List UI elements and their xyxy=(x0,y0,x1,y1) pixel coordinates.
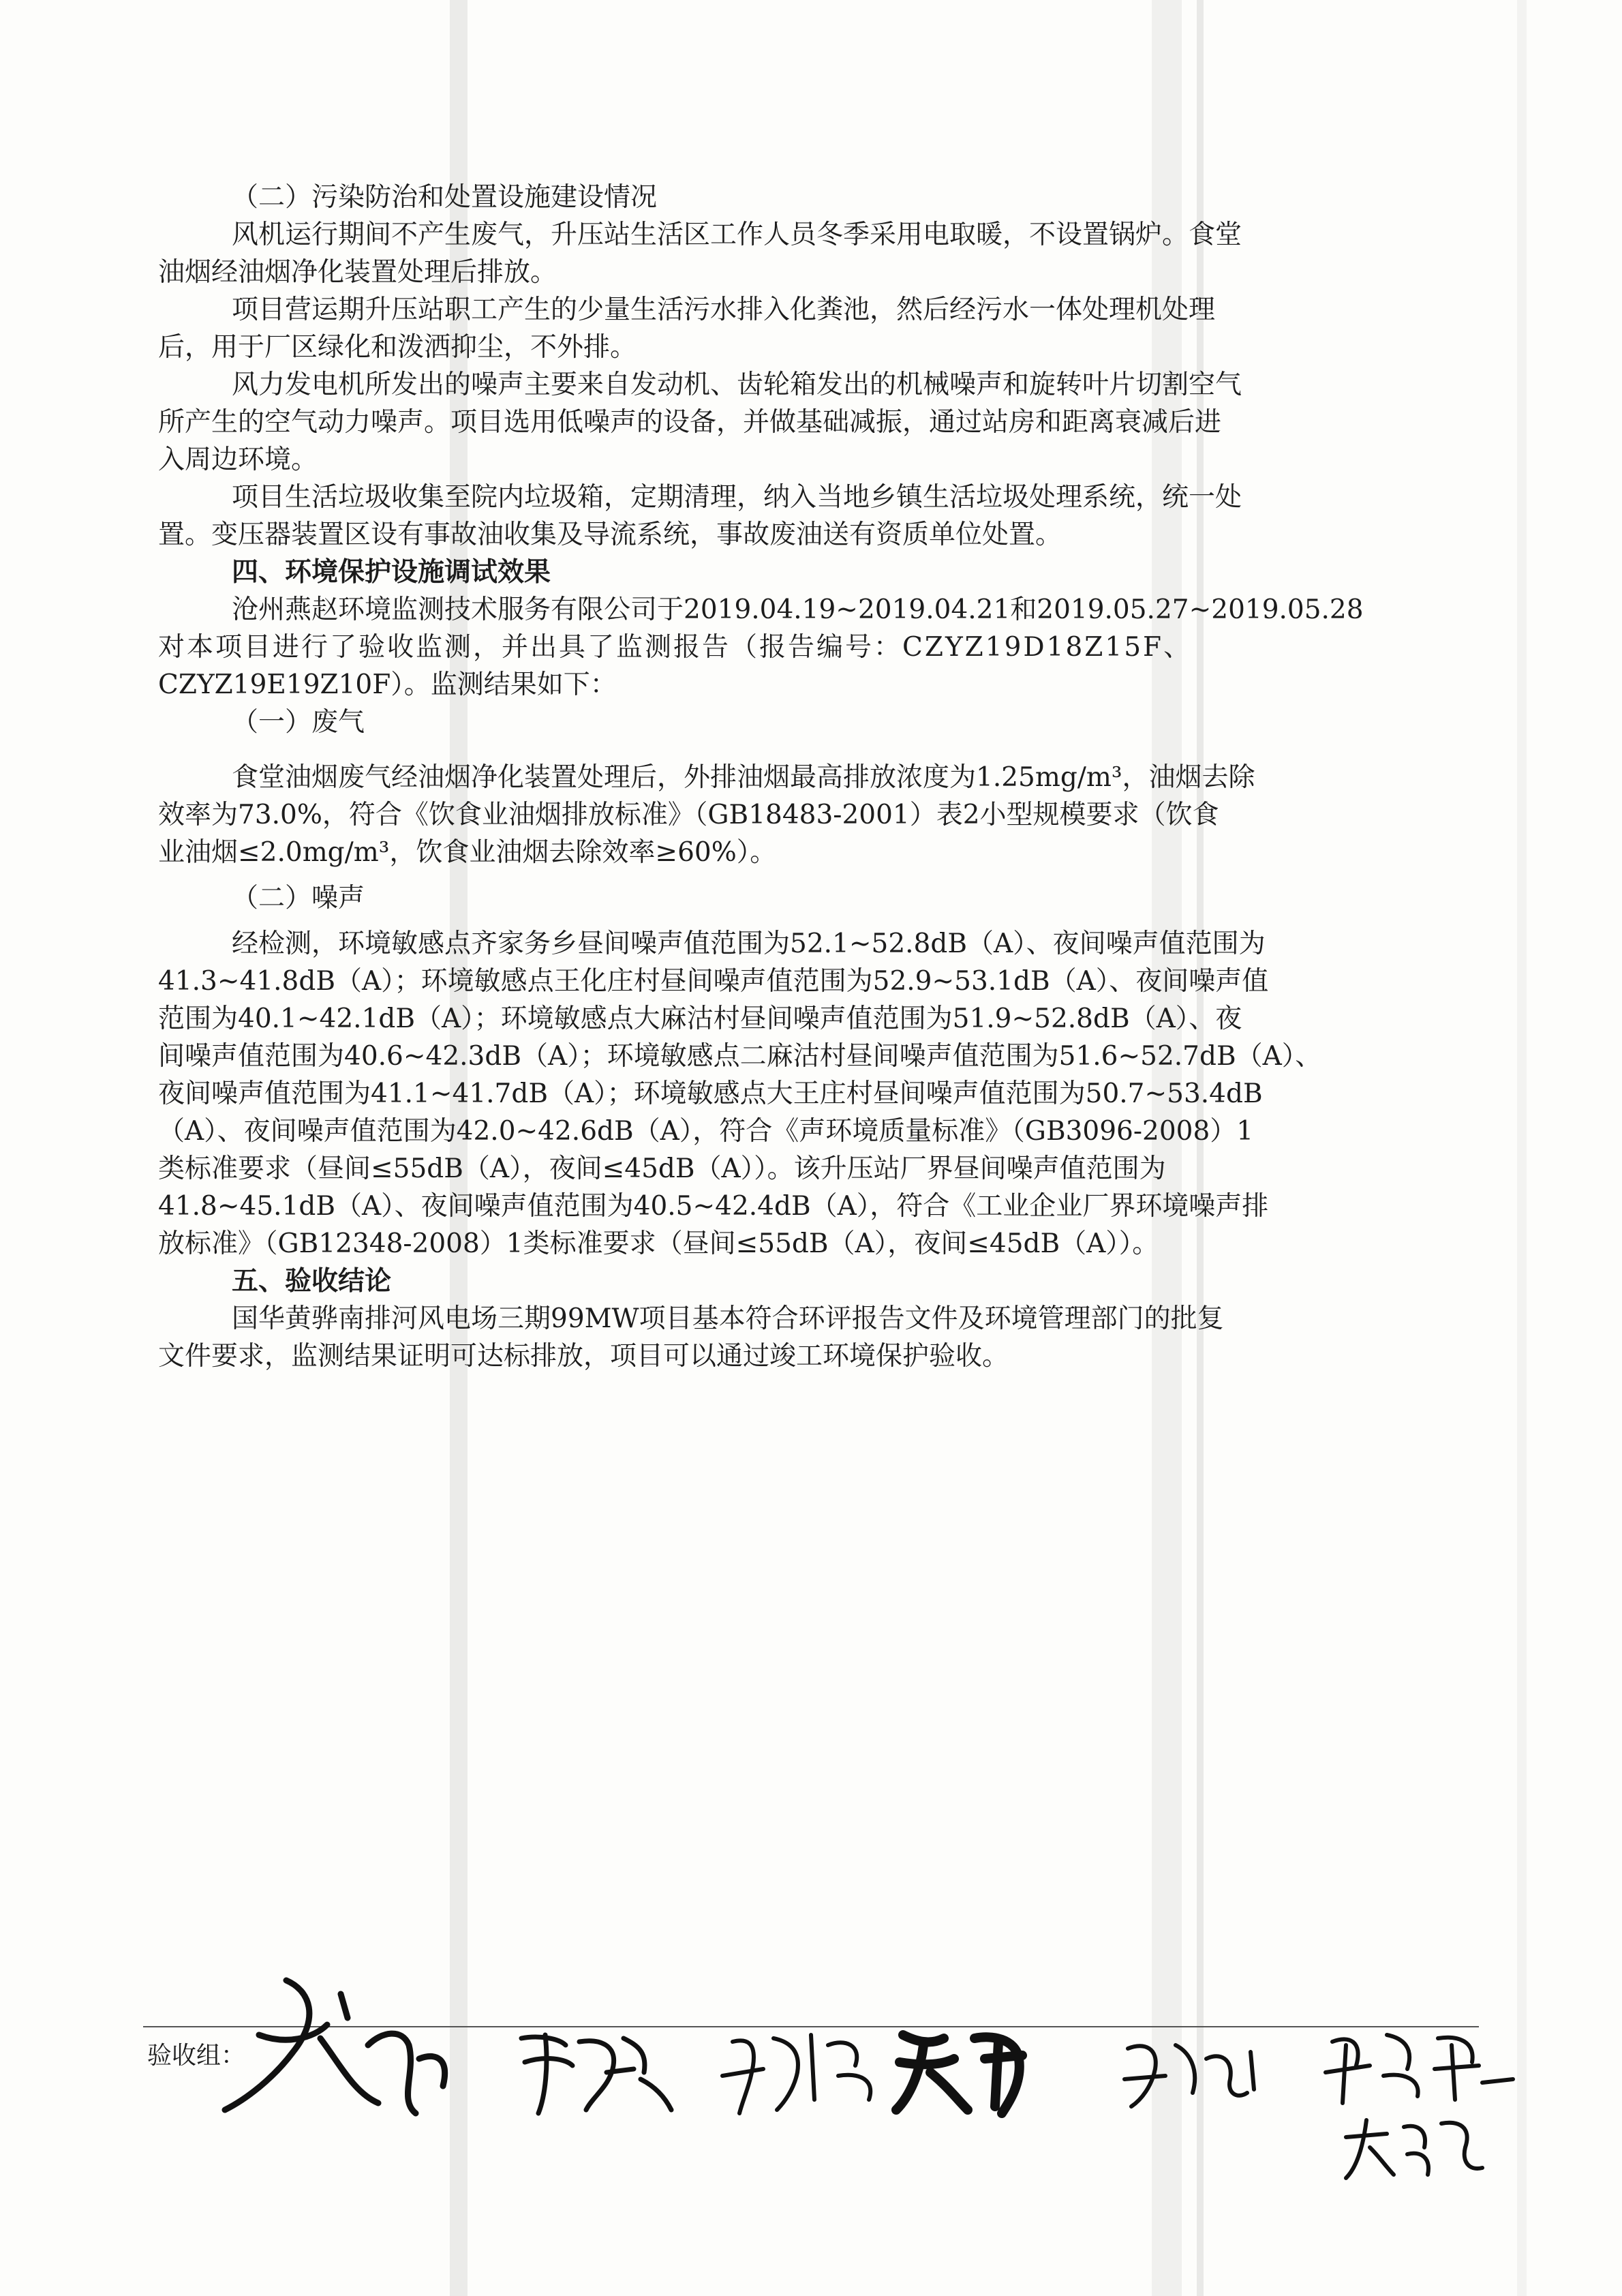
paragraph-line: 经检测，环境敏感点齐家务乡昼间噪声值范围为52.1~52.8dB（A）、夜间噪声值范围为 xyxy=(232,928,1266,959)
paragraph-line: 所产生的空气动力噪声。项目选用低噪声的设备，并做基础减振，通过站房和距离衰减后进 xyxy=(158,407,1222,438)
paragraph-line: 41.8~45.1dB（A）、夜间噪声值范围为40.5~42.4dB（A），符合《工业企业厂界环境噪声排 xyxy=(158,1191,1269,1222)
paragraph-line: 项目生活垃圾收集至院内垃圾箱，定期清理，纳入当地乡镇生活垃圾处理系统，统一处 xyxy=(232,482,1242,513)
signature-label: 验收组： xyxy=(147,2042,246,2070)
paragraph-line: 入周边环境。 xyxy=(158,444,318,475)
signature-2 xyxy=(521,2035,671,2113)
section-heading: 四、环境保护设施调试效果 xyxy=(232,556,551,588)
section-heading: 五、验收结论 xyxy=(232,1265,392,1297)
subsection-heading: （二）污染防治和处置设施建设情况 xyxy=(232,182,658,213)
subsection-heading: （一）废气 xyxy=(232,707,365,738)
paragraph-line: 对本项目进行了验收监测，并出具了监测报告（报告编号：CZYZ19D18Z15F、 xyxy=(158,632,1193,663)
paragraph-line: （A）、夜间噪声值范围为42.0~42.6dB（A），符合《声环境质量标准》（GB3096-2008）1 xyxy=(158,1116,1254,1147)
paragraph-line: 41.3~41.8dB（A）；环境敏感点王化庄村昼间噪声值范围为52.9~53.1dB（A）、夜间噪声值 xyxy=(158,966,1269,997)
paragraph-line: 风力发电机所发出的噪声主要来自发动机、齿轮箱发出的机械噪声和旋转叶片切割空气 xyxy=(232,369,1242,400)
paragraph-line: 效率为73.0%，符合《饮食业油烟排放标准》（GB18483-2001）表2小型规模要求（饮食 xyxy=(158,800,1219,830)
paragraph-line: 业油烟≤2.0mg/m³，饮食业油烟去除效率≥60%）。 xyxy=(158,837,777,868)
signature-4 xyxy=(896,2035,1022,2113)
paragraph-line: 类标准要求（昼间≤55dB（A），夜间≤45dB（A））。该升压站厂界昼间噪声值范围为 xyxy=(158,1153,1166,1184)
paragraph-line: 文件要求，监测结果证明可达标排放，项目可以通过竣工环境保护验收。 xyxy=(158,1341,1009,1372)
signature-5 xyxy=(1124,2045,1254,2106)
paragraph-line: 间噪声值范围为40.6~42.3dB（A）；环境敏感点二麻沽村昼间噪声值范围为51.6~52.7dB（A）、 xyxy=(158,1041,1322,1072)
paragraph-line: 风机运行期间不产生废气，升压站生活区工作人员冬季采用电取暖，不设置锅炉。食堂 xyxy=(232,220,1242,250)
signature-7 xyxy=(1346,2120,1482,2178)
signature-3 xyxy=(722,2035,870,2113)
signature-1 xyxy=(225,1980,445,2113)
subsection-heading: （二）噪声 xyxy=(232,883,365,913)
paragraph-line: 夜间噪声值范围为41.1~41.7dB（A）；环境敏感点大王庄村昼间噪声值范围为50.7~53.4dB xyxy=(158,1078,1263,1109)
paragraph-line: 置。变压器装置区设有事故油收集及导流系统，事故废油送有资质单位处置。 xyxy=(158,519,1062,550)
paragraph-line: 范围为40.1~42.1dB（A）；环境敏感点大麻沽村昼间噪声值范围为51.9~52.8dB（A）、夜 xyxy=(158,1003,1242,1034)
signature-6 xyxy=(1326,2035,1513,2103)
paragraph-line: 食堂油烟废气经油烟净化装置处理后，外排油烟最高排放浓度为1.25mg/m³，油烟去除 xyxy=(232,762,1255,793)
paragraph-line: 国华黄骅南排河风电场三期99MW项目基本符合环评报告文件及环境管理部门的批复 xyxy=(232,1303,1224,1334)
paragraph-line: 沧州燕赵环境监测技术服务有限公司于2019.04.19~2019.04.21和2019.05.27~2019.05.28 xyxy=(232,594,1364,625)
paragraph-line: CZYZ19E19Z10F）。监测结果如下： xyxy=(158,669,617,700)
paragraph-line: 项目营运期升压站职工产生的少量生活污水排入化粪池，然后经污水一体处理机处理 xyxy=(232,294,1216,325)
paragraph-line: 油烟经油烟净化装置处理后排放。 xyxy=(158,257,557,288)
paragraph-line: 放标准》（GB12348-2008）1类标准要求（昼间≤55dB（A），夜间≤45dB（A））。 xyxy=(158,1228,1159,1259)
paragraph-line: 后，用于厂区绿化和泼洒抑尘，不外排。 xyxy=(158,332,637,363)
